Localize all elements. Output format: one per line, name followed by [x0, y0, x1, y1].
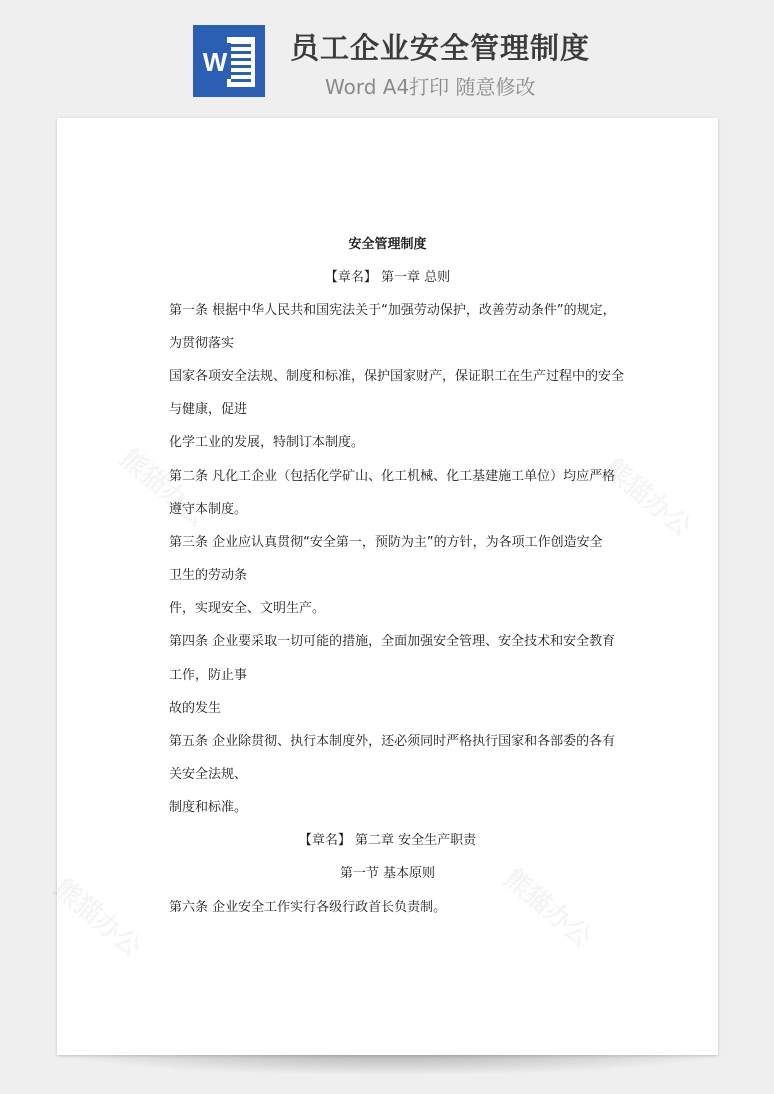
- word-icon-letter: W: [202, 47, 228, 77]
- document-page: [57, 118, 718, 1055]
- article-line: 第一条 根据中华人民共和国宪法关于“加强劳动保护，改善劳动条件”的规定，: [169, 303, 616, 318]
- article-line: 国家各项安全法规、制度和标准，保护国家财产，保证职工在生产过程中的安全: [169, 369, 625, 384]
- chapter-heading: 【章名】 第二章 安全生产职责: [298, 833, 477, 848]
- banner-title: 员工企业安全管理制度: [290, 31, 591, 65]
- watermark: [597, 449, 700, 544]
- document-title: 安全管理制度: [348, 237, 427, 252]
- article-line: 与健康，促进: [169, 402, 248, 417]
- article-line: 关安全法规、: [169, 767, 248, 782]
- article-line: 卫生的劳动条: [169, 568, 248, 583]
- header-banner: [0, 0, 774, 110]
- watermark: [113, 439, 216, 534]
- article-line: 化学工业的发展，特制订本制度。: [169, 435, 365, 450]
- article-line: 遵守本制度。: [169, 502, 248, 517]
- article-line: 故的发生: [169, 701, 222, 716]
- watermark: [47, 869, 150, 964]
- article-line: 第三条 企业应认真贯彻“安全第一，预防为主”的方针，为各项工作创造安全: [169, 535, 603, 550]
- article-line: 件，实现安全、文明生产。: [169, 601, 326, 616]
- banner-subtitle: Word A4打印 随意修改: [325, 75, 536, 99]
- article-line: 工作，防止事: [169, 668, 248, 683]
- section-heading: 第一节 基本原则: [339, 866, 436, 881]
- article-line: 第六条 企业安全工作实行各级行政首长负责制。: [169, 900, 447, 915]
- article-line: 第二条 凡化工企业（包括化学矿山、化工机械、化工基建施工单位）均应严格: [169, 469, 616, 484]
- article-line: 为贯彻落实: [169, 336, 235, 351]
- article-line: 第四条 企业要采取一切可能的措施，全面加强安全管理、安全技术和安全教育: [169, 634, 616, 649]
- article-line: 第五条 企业除贯彻、执行本制度外，还必须同时严格执行国家和各部委的各有: [169, 734, 616, 749]
- chapter-heading: 【章名】 第一章 总则: [324, 270, 451, 285]
- article-line: 制度和标准。: [169, 800, 248, 815]
- word-document-icon: [193, 25, 265, 97]
